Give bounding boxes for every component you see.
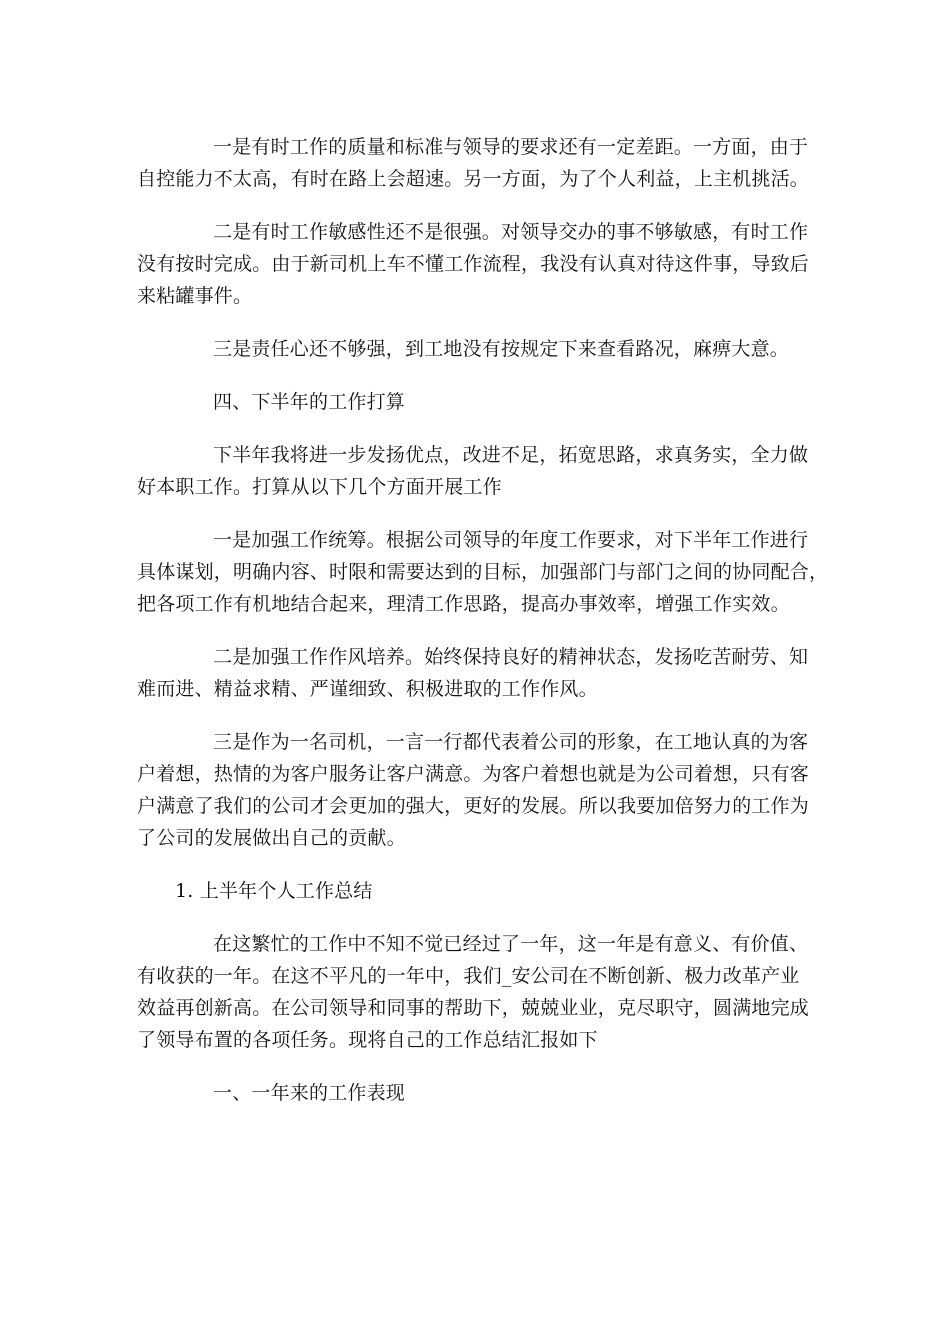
paragraph-plan-intro <box>137 439 827 503</box>
paragraph-plan-customer <box>137 726 827 854</box>
heading-text: 1. 上半年个人工作总结 <box>175 880 373 902</box>
text-line: 把各项工作有机地结合起来，理清工作思路，提高办事效率，增强工作实效。 <box>137 593 790 615</box>
paragraph-plan-coordination <box>137 524 827 620</box>
text-line: 来粘罐事件。 <box>137 285 253 307</box>
paragraph-shortcoming-sensitivity <box>137 216 827 312</box>
paragraph-shortcoming-responsibility <box>137 333 827 365</box>
heading-text: 四、下半年的工作打算 <box>213 391 406 413</box>
paragraph-shortcoming-quality <box>137 131 827 195</box>
numbered-heading-first-half-summary <box>137 875 827 907</box>
text-line: 没有按时完成。由于新司机上车不懂工作流程，我没有认真对待这件事，导致后 <box>137 253 810 275</box>
section-heading-year-performance <box>137 1077 827 1109</box>
text-line: 二是有时工作敏感性还不是很强。对领导交办的事不够敏感，有时工作 <box>213 221 809 243</box>
text-line: 具体谋划，明确内容、时限和需要达到的目标，加强部门与部门之间的协同配合， <box>137 561 829 583</box>
text-line: 了领导布置的各项任务。现将自己的工作总结汇报如下 <box>137 1029 598 1051</box>
text-line: 一是有时工作的质量和标准与领导的要求还有一定差距。一方面，由于 <box>213 136 809 158</box>
text-line: 下半年我将进一步发扬优点，改进不足，拓宽思路，求真务实，全力做 <box>213 444 809 466</box>
text-line: 效益再创新高。在公司领导和同事的帮助下，兢兢业业，克尽职守，圆满地完成 <box>137 997 810 1019</box>
text-line: 一是加强工作统筹。根据公司领导的年度工作要求，对下半年工作进行 <box>213 529 809 551</box>
text-line: 了公司的发展做出自己的贡献。 <box>137 827 406 849</box>
text-line: 户满意了我们的公司才会更加的强大，更好的发展。所以我要加倍努力的工作为 <box>137 795 810 817</box>
text-line: 在这繁忙的工作中不知不觉已经过了一年，这一年是有意义、有价值、 <box>213 933 809 955</box>
text-line: 户着想，热情的为客户服务让客户满意。为客户着想也就是为公司着想，只有客 <box>137 763 810 785</box>
text-line: 难而进、精益求精、严谨细致、积极进取的工作作风。 <box>137 678 598 700</box>
text-line: 二是加强工作作风培养。始终保持良好的精神状态，发扬吃苦耐劳、知 <box>213 646 809 668</box>
text-line: 有收获的一年。在这不平凡的一年中，我们_安公司在不断创新、极力改革产业 <box>137 965 800 987</box>
section-heading-second-half-plan <box>137 386 827 418</box>
heading-text: 一、一年来的工作表现 <box>213 1082 406 1104</box>
text-line: 三是责任心还不够强，到工地没有按规定下来查看路况，麻痹大意。 <box>213 338 790 360</box>
document-page <box>137 131 827 1130</box>
paragraph-plan-work-style <box>137 641 827 705</box>
text-line: 三是作为一名司机，一言一行都代表着公司的形象，在工地认真的为客 <box>213 731 809 753</box>
text-line: 好本职工作。打算从以下几个方面开展工作 <box>137 476 502 498</box>
text-line: 自控能力不太高，有时在路上会超速。另一方面，为了个人利益，上主机挑活。 <box>137 168 810 190</box>
paragraph-summary-intro <box>137 928 827 1056</box>
